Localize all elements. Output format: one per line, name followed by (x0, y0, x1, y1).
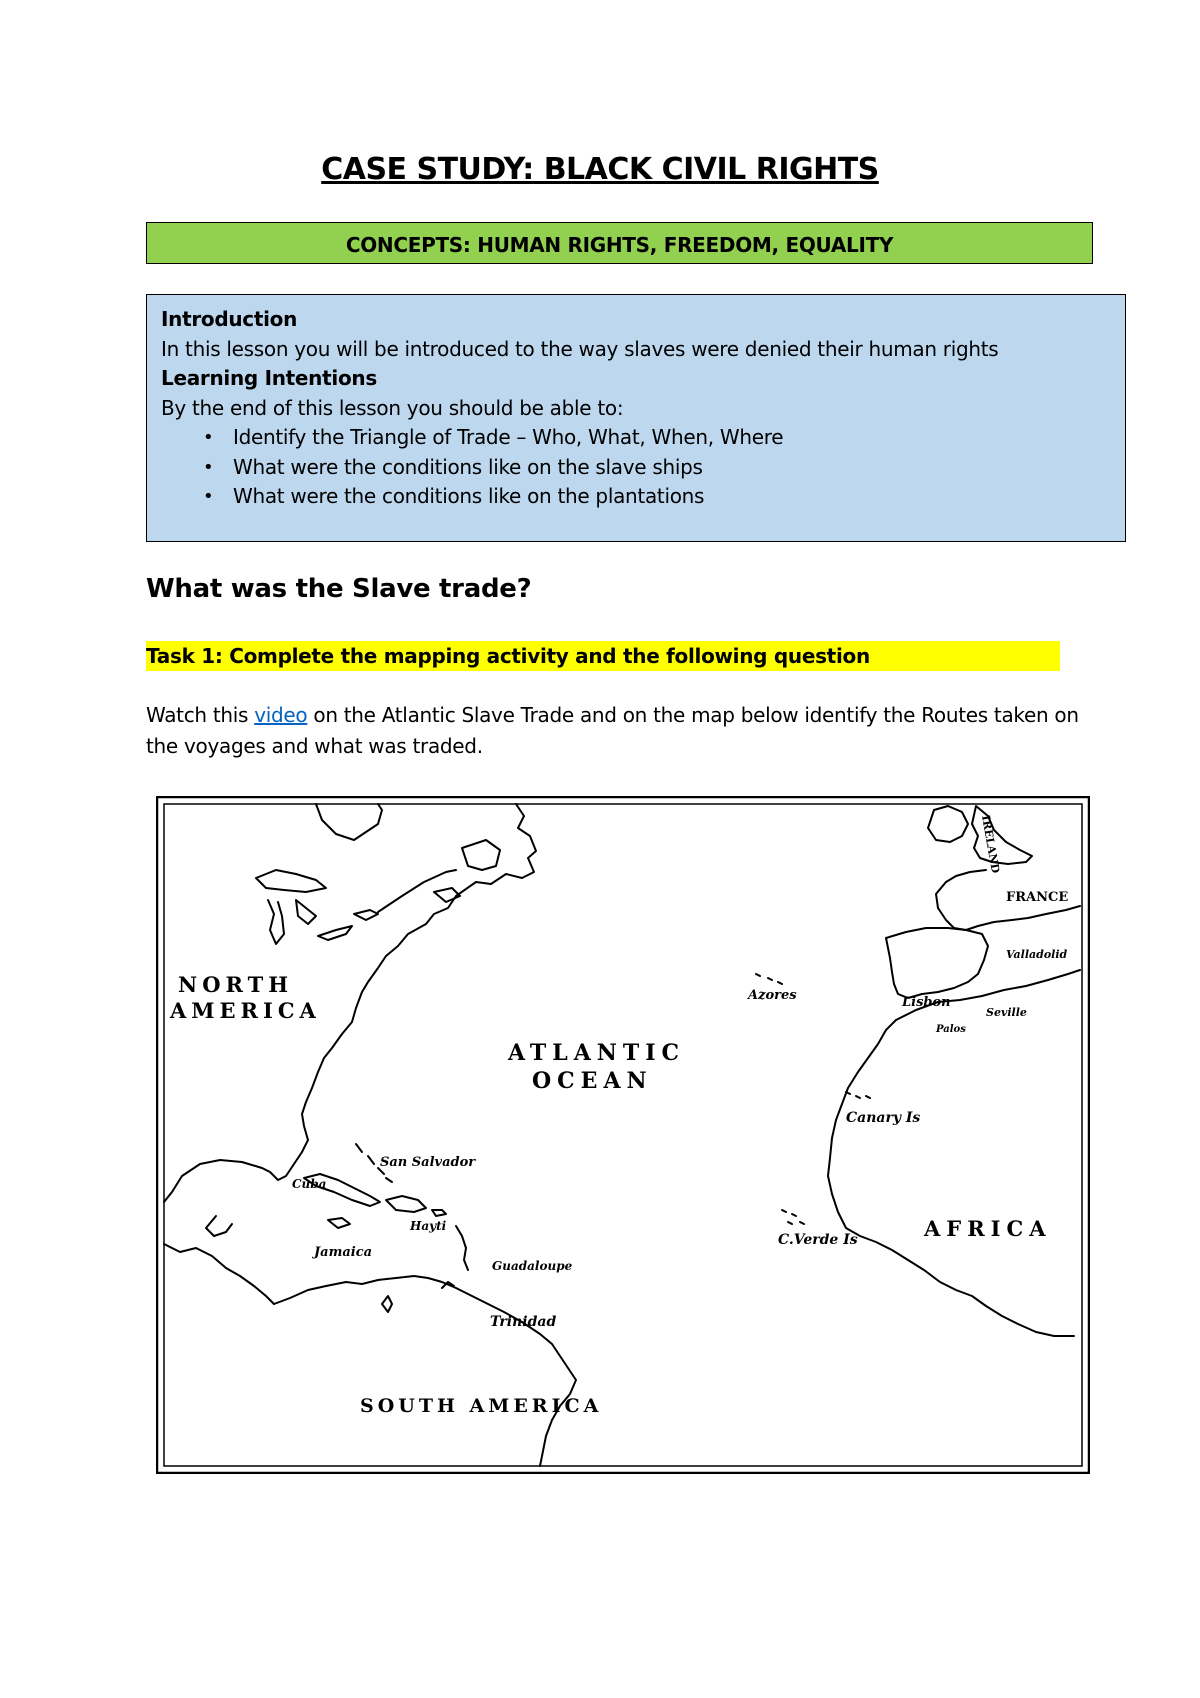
label-france: FRANCE (1006, 890, 1069, 905)
label-canary: Canary Is (846, 1110, 921, 1126)
video-link[interactable]: video (254, 703, 308, 727)
task-label: Task 1: Complete the mapping activity and the following question (146, 641, 1060, 671)
label-san-salvador: San Salvador (380, 1155, 476, 1170)
label-north-america-2: AMERICA (170, 998, 321, 1023)
instructions-paragraph (146, 700, 1086, 762)
map-outer-border (157, 797, 1089, 1473)
learning-intentions-list (161, 423, 1111, 512)
bullet-icon: • (203, 456, 214, 478)
label-guadaloupe: Guadaloupe (492, 1259, 573, 1273)
map-svg (156, 796, 1090, 1474)
label-south-america: SOUTH AMERICA (360, 1395, 603, 1417)
list-item-text: Identify the Triangle of Trade – Who, What, When, Where (233, 425, 784, 449)
label-atlantic-1: ATLANTIC (508, 1040, 686, 1066)
instructions-text-after: on the Atlantic Slave Trade and on the map below identify the Routes taken on the voyages and what was traded. (146, 703, 1079, 758)
label-trinidad: Trinidad (490, 1314, 557, 1330)
list-item (161, 482, 1111, 512)
bullet-icon: • (203, 486, 214, 507)
label-palos: Palos (936, 1024, 966, 1035)
bullet-icon: • (203, 427, 214, 448)
instructions-text-before: Watch this (146, 703, 255, 727)
learning-intentions-heading: Learning Intentions (161, 366, 377, 390)
page-title: CASE STUDY: BLACK CIVIL RIGHTS (321, 152, 879, 187)
label-azores: Azores (748, 988, 797, 1003)
atlantic-map (156, 796, 1090, 1474)
label-ireland: IRELAND (979, 814, 1003, 875)
introduction-text: In this lesson you will be introduced to the way slaves were denied their human rights (161, 336, 999, 361)
introduction-heading: Introduction (161, 307, 298, 331)
list-item-text: What were the conditions like on the plantations (233, 484, 705, 508)
list-item (161, 453, 1111, 483)
label-seville: Seville (986, 1006, 1027, 1019)
introduction-box (146, 294, 1126, 542)
learning-intentions-lead: By the end of this lesson you should be able to: (161, 395, 624, 420)
label-cuba: Cuba (292, 1177, 327, 1191)
label-africa: AFRICA (924, 1216, 1052, 1241)
list-item-text: What were the conditions like on the slave ships (233, 454, 703, 479)
label-jamaica: Jamaica (314, 1245, 373, 1260)
label-lisbon: Lisbon (902, 995, 951, 1010)
label-atlantic-2: OCEAN (532, 1068, 653, 1094)
concepts-banner: CONCEPTS: HUMAN RIGHTS, FREEDOM, EQUALITY (146, 222, 1093, 264)
label-cape-verde: C.Verde Is (778, 1232, 858, 1248)
label-north-america-1: NORTH (178, 972, 294, 997)
label-valladolid: Valladolid (1006, 948, 1068, 961)
section-heading: What was the Slave trade? (146, 574, 532, 604)
list-item (161, 423, 1111, 453)
label-hayti: Hayti (410, 1219, 447, 1233)
